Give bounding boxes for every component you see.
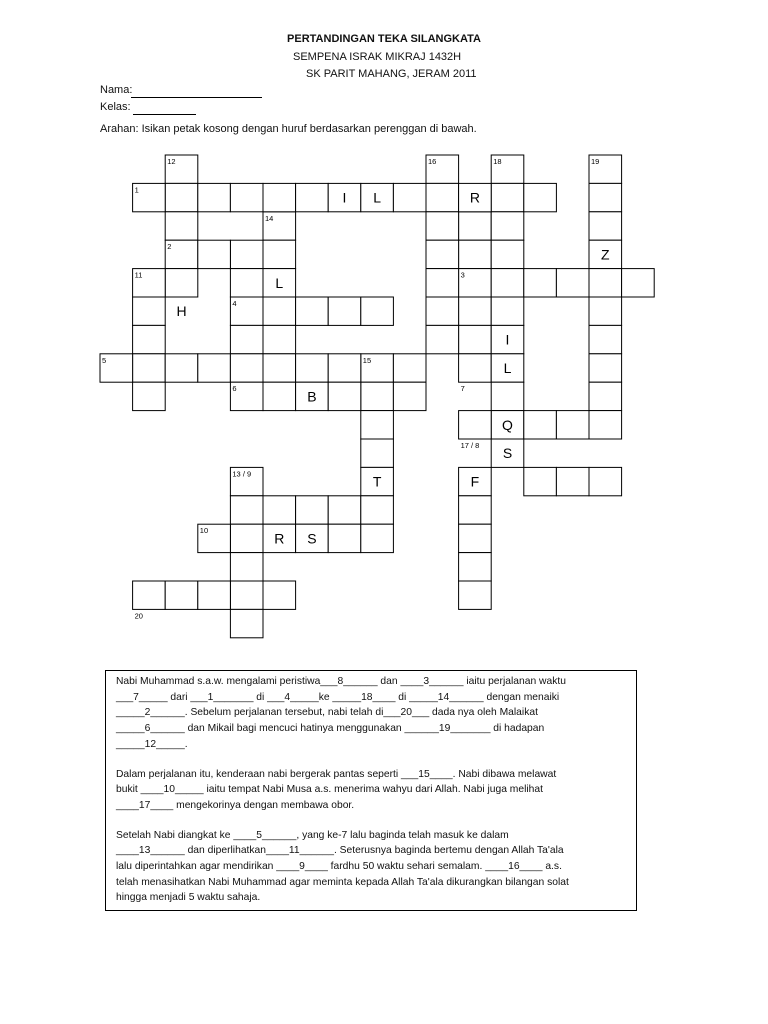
- clue-number: 11: [134, 270, 143, 280]
- grid-cell[interactable]: [459, 325, 492, 353]
- school-subtitle: SK PARIT MAHANG, JERAM 2011: [306, 68, 477, 80]
- grid-cell[interactable]: [198, 240, 231, 268]
- grid-cell[interactable]: [230, 325, 263, 353]
- class-label: Kelas:: [100, 101, 131, 113]
- clue-number: 19: [591, 157, 600, 166]
- grid-cell[interactable]: [556, 269, 589, 297]
- clue-number: 18: [493, 157, 502, 166]
- grid-cell[interactable]: [230, 496, 263, 524]
- grid-cell[interactable]: [328, 297, 361, 325]
- grid-cell[interactable]: [361, 297, 394, 325]
- grid-cell[interactable]: [296, 354, 329, 382]
- grid-cell[interactable]: [491, 240, 524, 268]
- clue-number: 2: [167, 242, 172, 252]
- grid-cell[interactable]: [459, 354, 492, 382]
- grid-cell[interactable]: [165, 183, 198, 211]
- grid-cell[interactable]: [230, 524, 263, 552]
- instructions: Arahan: Isikan petak kosong dengan huruf berdasarkan perenggan di bawah.: [100, 123, 477, 135]
- grid-cell[interactable]: [263, 581, 296, 609]
- passage-line: telah menasihatkan Nabi Muhammad agar meminta kepada Allah Ta'ala dikurangkan bilangan solat: [116, 876, 569, 888]
- grid-cell[interactable]: [459, 581, 492, 609]
- grid-cell[interactable]: [491, 212, 524, 240]
- passage-line: _____2______. Sebelum perjalanan tersebut, nabi telah di___20___ dada nya oleh Malaikat: [116, 707, 538, 719]
- clue-paragraph: [116, 674, 628, 753]
- clue-number: 5: [102, 355, 107, 365]
- given-letter: Q: [502, 416, 513, 433]
- passage-line: Setelah Nabi diangkat ke ____5______, yang ke-7 lalu baginda telah masuk ke dalam: [116, 829, 509, 841]
- grid-cell[interactable]: [426, 325, 459, 353]
- grid-cell[interactable]: [491, 297, 524, 325]
- grid-cell[interactable]: [198, 183, 231, 211]
- grid-cell[interactable]: [589, 467, 622, 495]
- grid-cell[interactable]: [133, 354, 166, 382]
- given-letter: L: [275, 274, 284, 291]
- grid-cell[interactable]: [393, 183, 426, 211]
- grid-cell[interactable]: [198, 581, 231, 609]
- grid-cell[interactable]: [491, 269, 524, 297]
- grid-cell[interactable]: [230, 609, 263, 637]
- grid-cell[interactable]: [263, 297, 296, 325]
- grid-cell[interactable]: [263, 496, 296, 524]
- grid-cell[interactable]: [491, 382, 524, 410]
- grid-cell[interactable]: [459, 411, 492, 439]
- clue-number: 7: [460, 384, 465, 394]
- grid-cell[interactable]: [133, 382, 166, 410]
- passage-line: ____13______ dan diperlihatkan____11______. Seterusnya baginda bertemu dengan Allah Ta'ala: [116, 845, 564, 857]
- grid-cell[interactable]: [426, 297, 459, 325]
- grid-cell[interactable]: [426, 212, 459, 240]
- grid-cell[interactable]: [230, 581, 263, 609]
- clue-number: 14: [265, 213, 274, 223]
- grid-cell[interactable]: [459, 297, 492, 325]
- document-title: PERTANDINGAN TEKA SILANGKATA: [287, 33, 481, 45]
- given-letter: R: [469, 189, 480, 206]
- grid-cell[interactable]: [459, 240, 492, 268]
- grid-cell[interactable]: [556, 411, 589, 439]
- grid-cell[interactable]: [622, 269, 655, 297]
- grid-cell[interactable]: [459, 212, 492, 240]
- grid-cell[interactable]: [230, 183, 263, 211]
- grid-cell[interactable]: [263, 382, 296, 410]
- grid-cell[interactable]: [589, 325, 622, 353]
- grid-cell[interactable]: [165, 354, 198, 382]
- clue-number: 1: [134, 185, 139, 195]
- grid-cell[interactable]: [393, 382, 426, 410]
- grid-cell[interactable]: [230, 553, 263, 581]
- grid-cell[interactable]: [165, 212, 198, 240]
- clue-number: 3: [460, 270, 465, 280]
- clue-number: 17 / 8: [460, 441, 480, 450]
- grid-cell[interactable]: [459, 524, 492, 552]
- passage-line: lalu diperintahkan agar mendirikan ____9____ fardhu 50 waktu sehari semalam. ____16____ a.s.: [116, 861, 562, 873]
- clue-paragraph: [116, 767, 628, 814]
- grid-cell[interactable]: [230, 269, 263, 297]
- passage-line: ___7_____ dari ___1_______ di ___4_____ke _____18____ di _____14______ dengan menaiki: [116, 691, 560, 703]
- grid-cell[interactable]: [198, 354, 231, 382]
- grid-cell[interactable]: [361, 382, 394, 410]
- grid-cell[interactable]: [459, 496, 492, 524]
- grid-cell[interactable]: [133, 581, 166, 609]
- grid-cell[interactable]: [393, 354, 426, 382]
- grid-cell[interactable]: [589, 382, 622, 410]
- grid-cell[interactable]: [524, 467, 557, 495]
- grid-cell[interactable]: [296, 297, 329, 325]
- given-letter: L: [373, 189, 381, 206]
- clue-number: 6: [232, 384, 237, 394]
- clue-number: 16: [428, 157, 437, 166]
- grid-cell[interactable]: [328, 524, 361, 552]
- grid-cell[interactable]: [426, 183, 459, 211]
- grid-cell[interactable]: [230, 354, 263, 382]
- given-letter: L: [503, 360, 512, 376]
- grid-cell[interactable]: [296, 183, 329, 211]
- grid-cell[interactable]: [524, 183, 557, 211]
- clue-number: 12: [167, 157, 176, 166]
- grid-cell[interactable]: [524, 269, 557, 297]
- clue-number: 15: [362, 355, 372, 365]
- grid-cell[interactable]: [361, 496, 394, 524]
- given-letter: T: [372, 473, 382, 490]
- grid-cell[interactable]: [165, 581, 198, 609]
- given-letter: I: [505, 331, 510, 348]
- grid-cell[interactable]: [589, 212, 622, 240]
- grid-cell[interactable]: [165, 269, 198, 297]
- clue-number: 13 / 9: [232, 469, 252, 479]
- passage-line: _____12_____.: [116, 738, 188, 750]
- given-letter: S: [502, 445, 513, 462]
- grid-cell[interactable]: [589, 411, 622, 439]
- given-letter: R: [274, 530, 285, 547]
- clue-number: 4: [232, 299, 237, 308]
- grid-cell[interactable]: [361, 524, 394, 552]
- grid-cell[interactable]: [589, 297, 622, 325]
- grid-cell[interactable]: [263, 240, 296, 268]
- grid-cell[interactable]: [263, 183, 296, 211]
- given-letter: S: [307, 530, 317, 547]
- grid-cell[interactable]: [263, 325, 296, 353]
- grid-cell[interactable]: [589, 269, 622, 297]
- grid-cell[interactable]: [556, 467, 589, 495]
- grid-cell[interactable]: [426, 240, 459, 268]
- grid-cell[interactable]: [426, 269, 459, 297]
- grid-cell[interactable]: [133, 297, 166, 325]
- grid-cell[interactable]: [589, 183, 622, 211]
- grid-cell[interactable]: [263, 354, 296, 382]
- given-letter: F: [470, 473, 480, 490]
- passage-line: Dalam perjalanan itu, kenderaan nabi bergerak pantas seperti ___15____. Nabi dibawa melawat: [116, 768, 557, 780]
- grid-cell[interactable]: [133, 325, 166, 353]
- given-letter: B: [307, 388, 317, 405]
- grid-cell[interactable]: [328, 382, 361, 410]
- grid-cell[interactable]: [491, 183, 524, 211]
- grid-cell[interactable]: [589, 354, 622, 382]
- passage-line: ____17____ mengekorinya dengan membawa obor.: [116, 799, 355, 811]
- grid-cell[interactable]: [296, 496, 329, 524]
- given-letter: Z: [601, 246, 610, 263]
- clue-passage: [105, 670, 637, 911]
- given-letter: I: [342, 189, 347, 206]
- clue-paragraph: [116, 828, 628, 907]
- grid-cell[interactable]: [459, 553, 492, 581]
- name-label: Nama:: [100, 84, 133, 96]
- grid-cell[interactable]: [230, 240, 263, 268]
- passage-line: Nabi Muhammad s.a.w. mengalami peristiwa___8______ dan ____3______ iaitu perjalanan waktu: [116, 676, 566, 687]
- grid-cell[interactable]: [328, 496, 361, 524]
- passage-line: bukit ____10_____ iaitu tempat Nabi Musa a.s. menerima wahyu dari Allah. Nabi juga melihat: [116, 784, 543, 796]
- event-subtitle: SEMPENA ISRAK MIKRAJ 1432H: [293, 51, 462, 63]
- passage-line: hingga menjadi 5 waktu sahaja.: [116, 892, 261, 904]
- passage-line: _____6______ dan Mikail bagi mencuci hatinya menggunakan ______19_______ di hadapan: [116, 723, 545, 735]
- clue-number: 10: [199, 526, 209, 536]
- grid-cell[interactable]: [328, 354, 361, 382]
- given-letter: H: [176, 303, 187, 320]
- grid-cell[interactable]: [361, 439, 394, 467]
- grid-cell[interactable]: [361, 411, 394, 439]
- grid-cell[interactable]: [524, 411, 557, 439]
- clue-number: 20: [134, 611, 143, 621]
